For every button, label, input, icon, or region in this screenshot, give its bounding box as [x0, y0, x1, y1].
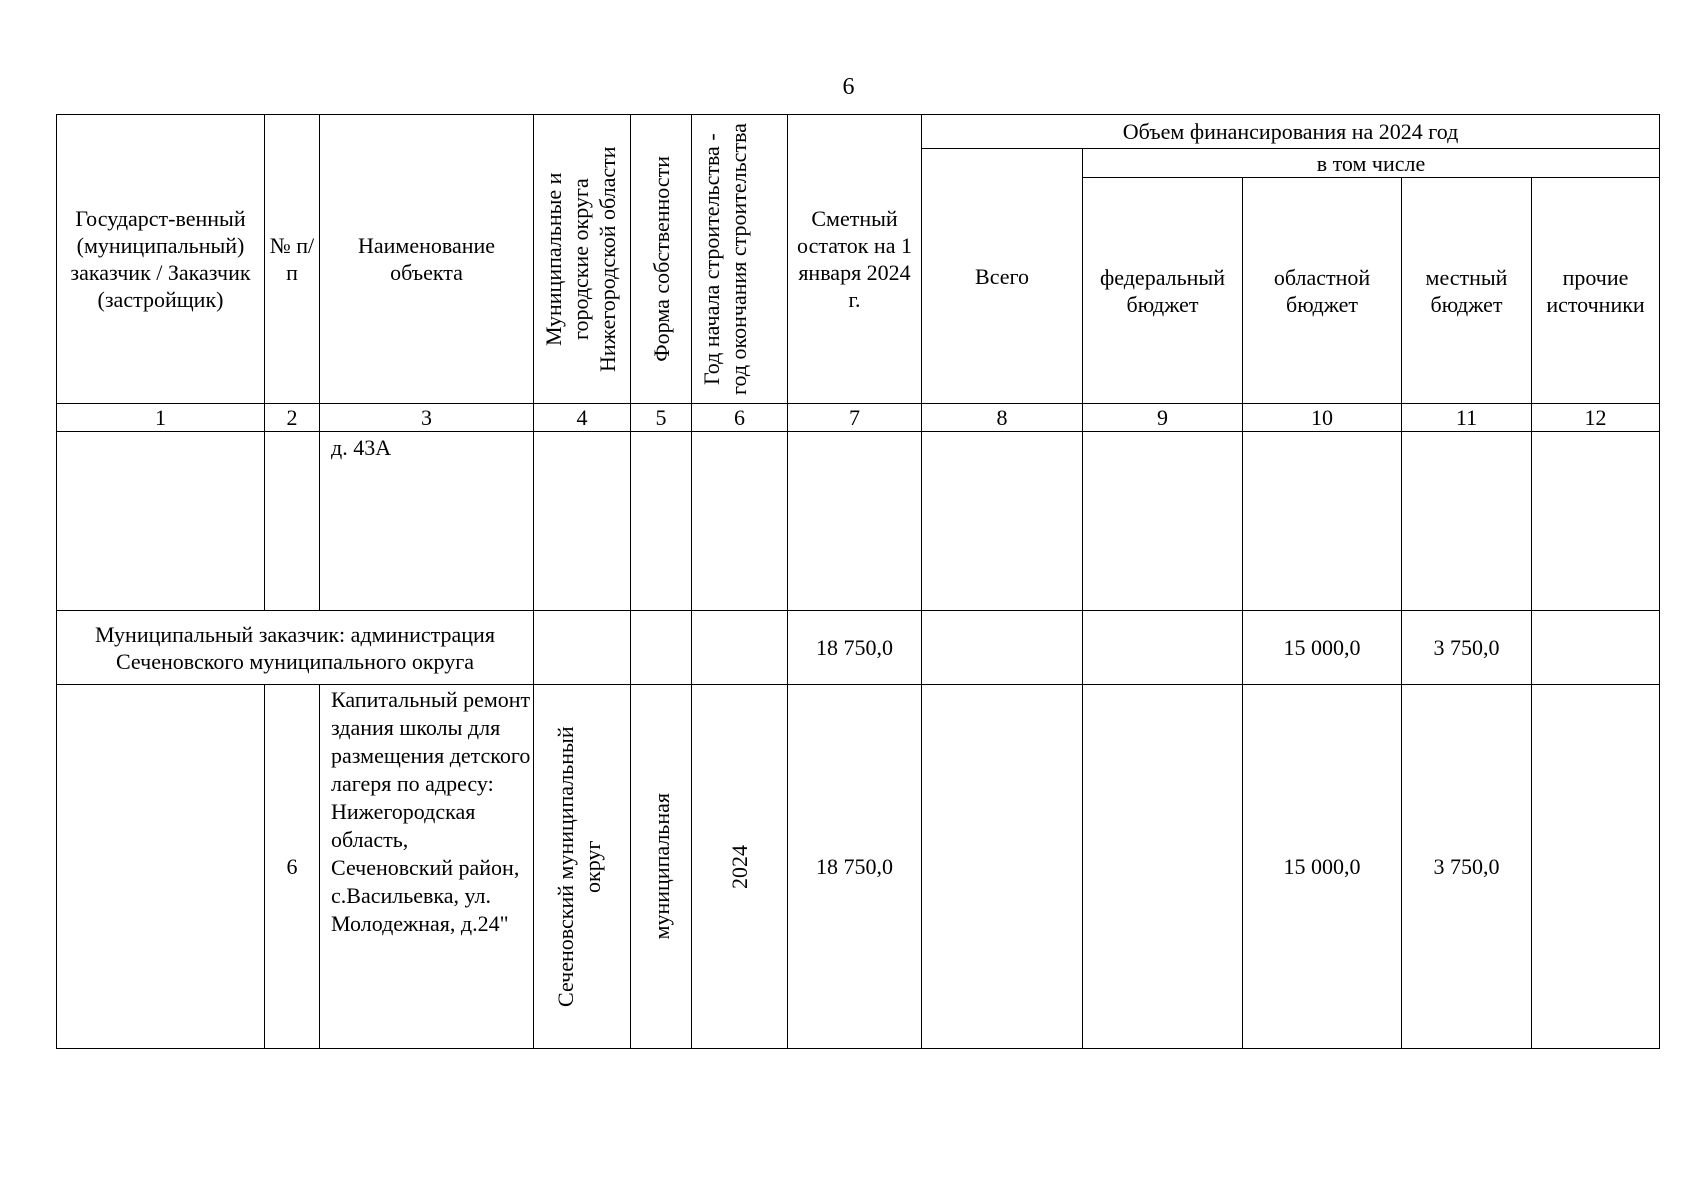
- header-estimated-balance-label: Сметный остаток на 1 января 2024 г.: [797, 206, 912, 312]
- cell-empty: [1532, 685, 1660, 1049]
- cell-empty: [788, 432, 922, 611]
- header-financing-volume-label: Объем финансирования на 2024 год: [1122, 119, 1459, 144]
- header-regional: [1243, 178, 1402, 404]
- column-numbers-row: [57, 404, 1660, 432]
- cell-empty: [1083, 685, 1243, 1049]
- header-local-label: местный бюджет: [1425, 264, 1508, 317]
- cell-customer-group: Муниципальный заказчик: администрация Сеченовского муниципального округа: [57, 611, 534, 685]
- header-financing-volume: [922, 115, 1660, 149]
- table-row: [57, 685, 1660, 1049]
- header-including-label: в том числе: [1316, 150, 1426, 176]
- column-number: 4: [534, 404, 631, 432]
- column-number: 3: [320, 404, 534, 432]
- investment-table: [56, 114, 1660, 1049]
- header-customer-label: Государст-венный (муниципальный) заказчик / Заказчик (застройщик): [70, 206, 251, 312]
- cell-empty: [692, 611, 788, 685]
- cell-empty: [534, 611, 631, 685]
- cell-empty: [1083, 432, 1243, 611]
- column-number: 9: [1083, 404, 1243, 432]
- cell-years-label: 2024: [727, 844, 752, 889]
- cell-empty: [1243, 432, 1402, 611]
- cell-object-name: Капитальный ремонт здания школы для размещения детского лагеря по адресу: Нижегородская область, Сеченовский район, с.Васильевка, ул. Молодежная, д.24": [320, 685, 534, 1049]
- cell-empty: [57, 432, 265, 611]
- header-number-label: № п/п: [269, 233, 315, 285]
- cell-municipality-label: Сеченовский муниципальный округ: [553, 726, 605, 1007]
- header-federal: [1083, 178, 1243, 404]
- header-estimated-balance: [788, 115, 922, 404]
- column-number: 6: [692, 404, 788, 432]
- page-number: 6: [842, 74, 855, 100]
- cell-empty: [1083, 611, 1243, 685]
- cell-number: 6: [265, 685, 320, 1049]
- cell-estimated-balance: 18 750,0: [788, 611, 922, 685]
- header-federal-label: федеральный бюджет: [1100, 264, 1225, 317]
- header-object-name: [320, 115, 534, 404]
- cell-empty: [1532, 611, 1660, 685]
- header-municipality: [534, 115, 631, 404]
- cell-estimated-balance: 18 750,0: [788, 685, 922, 1049]
- cell-empty: [1402, 432, 1532, 611]
- cell-empty: [922, 685, 1083, 1049]
- column-number: 1: [57, 404, 265, 432]
- cell-regional: 15 000,0: [1243, 685, 1402, 1049]
- header-number: [265, 115, 320, 404]
- cell-empty: [265, 432, 320, 611]
- cell-empty: [692, 432, 788, 611]
- header-municipality-label: Муниципальные и городские округа Нижегородской области: [541, 146, 620, 372]
- cell-years: [692, 685, 788, 1049]
- table-row: [57, 611, 1660, 685]
- header-years: [692, 115, 788, 404]
- column-number: 8: [922, 404, 1083, 432]
- cell-empty: [534, 432, 631, 611]
- cell-empty: [1532, 432, 1660, 611]
- header-regional-label: областной бюджет: [1273, 264, 1371, 317]
- column-number: 7: [788, 404, 922, 432]
- cell-ownership: [631, 685, 692, 1049]
- header-ownership: [631, 115, 692, 404]
- cell-empty: [631, 432, 692, 611]
- cell-local: 3 750,0: [1402, 685, 1532, 1049]
- cell-ownership-label: муниципальная: [648, 793, 674, 940]
- header-total-label: Всего: [975, 263, 1029, 289]
- column-number: 10: [1243, 404, 1402, 432]
- cell-object-name: д. 43А: [320, 432, 534, 611]
- header-other: [1532, 178, 1660, 404]
- header-local: [1402, 178, 1532, 404]
- cell-local: 3 750,0: [1402, 611, 1532, 685]
- column-number: 12: [1532, 404, 1660, 432]
- cell-empty: [57, 685, 265, 1049]
- header-customer: [57, 115, 265, 404]
- cell-empty: [631, 611, 692, 685]
- cell-municipality: [534, 685, 631, 1049]
- header-object-name-label: Наименование объекта: [357, 233, 496, 285]
- column-number: 11: [1402, 404, 1532, 432]
- cell-empty: [922, 432, 1083, 611]
- column-number: 5: [631, 404, 692, 432]
- header-years-label: Год начала строительства - год окончания строительства: [698, 123, 751, 395]
- table-row: [57, 432, 1660, 611]
- header-total: [922, 149, 1083, 404]
- cell-regional: 15 000,0: [1243, 611, 1402, 685]
- header-ownership-label: Форма собственности: [648, 156, 674, 362]
- header-including: [1083, 149, 1660, 178]
- cell-empty: [922, 611, 1083, 685]
- column-number: 2: [265, 404, 320, 432]
- header-other-label: прочие источники: [1546, 264, 1645, 317]
